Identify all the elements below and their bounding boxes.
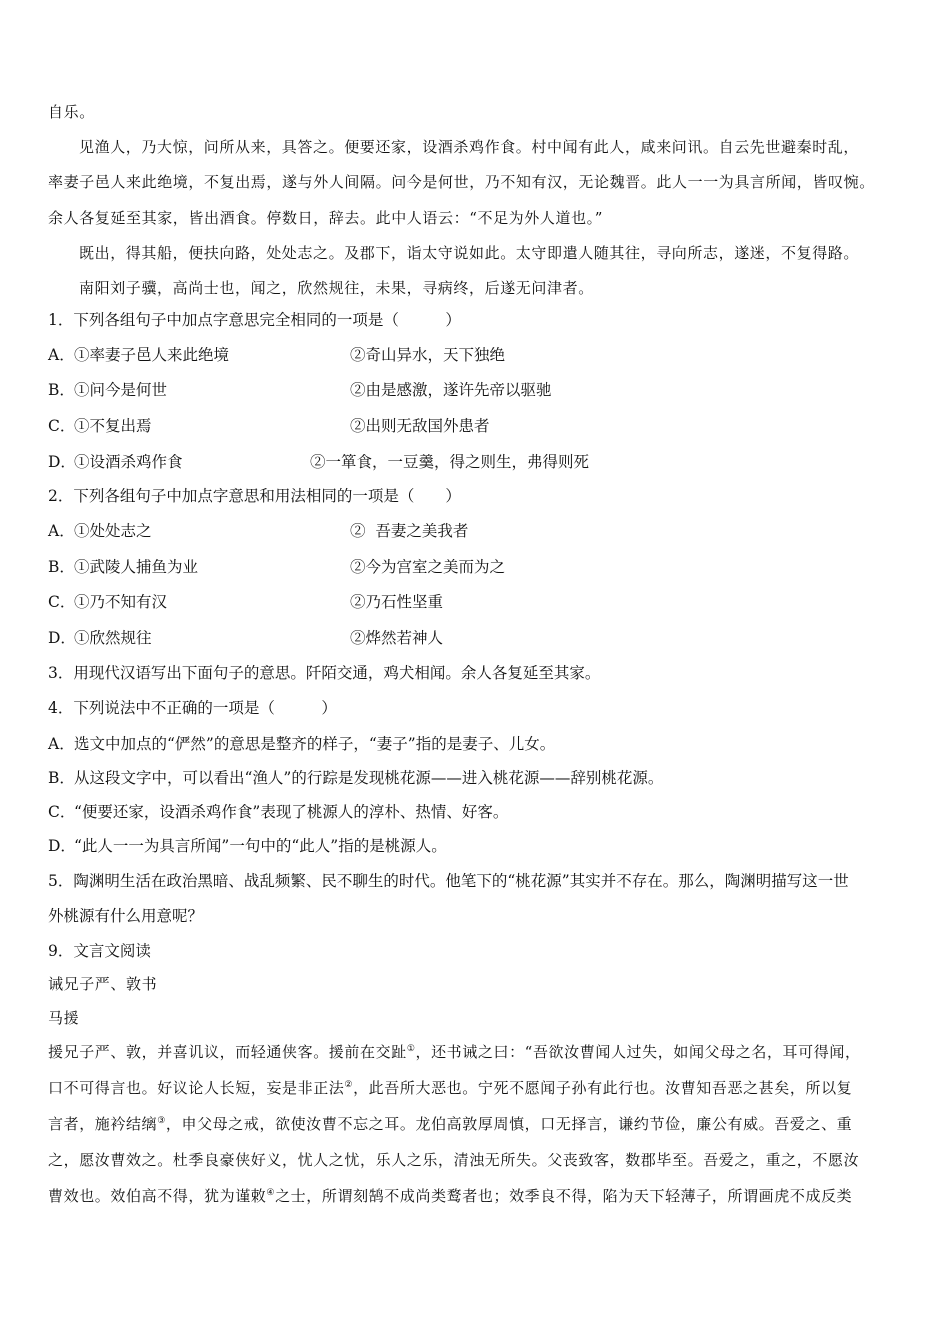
passage-line: 余人各复延至其家，皆出酒食。停数日，辞去。此中人语云：“不足为外人道也。” (48, 209, 604, 227)
option-letter: D． (48, 453, 76, 471)
text-run: 援兄子严、敦，并喜讥议，而轻通侠客。援前在交趾 (48, 1043, 407, 1061)
option-letter: D． (48, 629, 76, 647)
passage-line: 自乐。 (48, 103, 95, 121)
question-5-line: 外桃源有什么用意呢？ (48, 907, 204, 925)
option-part-2: ②由是感激，遂许先帝以驱驰 (350, 381, 552, 399)
option-letter: A． (48, 522, 75, 540)
question-4-stem: 4．下列说法中不正确的一项是（ ） (48, 699, 337, 717)
option-text: 从这段文字中，可以看出“渔人”的行踪是发现桃花源——进入桃花源——辞别桃花源。 (74, 769, 664, 787)
option-part-1: ①乃不知有汉 (74, 593, 168, 611)
option-letter: A． (48, 735, 75, 753)
option-text: “便要还家，设酒杀鸡作食”表现了桃源人的淳朴、热情、好客。 (74, 803, 509, 821)
article-line: 之，愿汝曹效之。杜季良豪侠好义，忧人之忧，乐人之乐，清浊无所失。父丧致客，数郡毕至。吾爱之，重之，不愿汝 (48, 1151, 860, 1169)
text-run: 口不可得言也。好议论人长短，妄是非正法 (48, 1079, 345, 1097)
option-part-2: ②奇山异水，天下独绝 (350, 346, 506, 364)
option-part-2: ②一箪食，一豆羹，得之则生，弗得则死 (310, 453, 590, 471)
text-run: ，此吾所大恶也。宁死不愿闻子孙有此行也。汝曹知吾恶之甚矣，所以复 (353, 1079, 853, 1097)
passage-line: 南阳刘子骥，高尚士也，闻之，欣然规往，未果，寻病终，后遂无问津者。 (79, 279, 594, 297)
option-part-2: ②今为宫室之美而为之 (350, 558, 506, 576)
option-part-1: ①处处志之 (74, 522, 152, 540)
option-letter: B． (48, 381, 75, 399)
section-heading: 9．文言文阅读 (48, 942, 151, 960)
article-line (48, 1042, 861, 1062)
question-3-stem: 3．用现代汉语写出下面句子的意思。阡陌交通，鸡犬相闻。余人各复延至其家。 (48, 664, 601, 682)
text-run: 言者，施衿结缡 (48, 1115, 158, 1133)
option-part-1: ①欣然规往 (74, 629, 152, 647)
text-run: ，还书诫之曰：“吾欲汝曹闻人过失，如闻父母之名，耳可得闻， (415, 1043, 861, 1061)
footnote-marker: ② (344, 1080, 354, 1090)
question-5-line: 5．陶渊明生活在政治黑暗、战乱频繁、民不聊生的时代。他笔下的“桃花源”其实并不存在。那么，陶渊明描写这一世 (48, 872, 849, 890)
footnote-marker: ③ (157, 1116, 166, 1126)
text-run: 之士，所谓刻鹄不成尚类鹜者也；效季良不得，陷为天下轻薄子，所谓画虎不成反类 (275, 1187, 853, 1205)
footnote-marker: ① (406, 1044, 416, 1054)
article-line (48, 1114, 852, 1134)
option-part-2: ②乃石性坚重 (350, 593, 444, 611)
passage-line: 率妻子邑人来此绝境，不复出焉，遂与外人间隔。问今是何世，乃不知有汉，无论魏晋。此人一一为具言所闻，皆叹惋。 (48, 173, 875, 191)
footnote-marker: ④ (266, 1188, 276, 1198)
option-letter: A． (48, 346, 75, 364)
passage-line: 见渔人，乃大惊，问所从来，具答之。便要还家，设酒杀鸡作食。村中闻有此人，咸来问讯。自云先世避秦时乱， (79, 138, 860, 156)
option-part-2: ② 吾妻之美我者 (350, 522, 469, 540)
option-letter: D． (48, 837, 76, 855)
option-text: “此人一一为具言所闻”一句中的“此人”指的是桃源人。 (74, 837, 447, 855)
option-text: 选文中加点的“俨然”的意思是整齐的样子，“妻子”指的是妻子、儿女。 (74, 735, 556, 753)
article-author: 马援 (48, 1009, 80, 1027)
text-run: ，申父母之戒，欲使汝曹不忘之耳。龙伯高敦厚周慎，口无择言，谦约节俭，廉公有威。吾爱之、重 (165, 1115, 853, 1133)
option-part-1: ①武陵人捕鱼为业 (74, 558, 199, 576)
option-part-1: ①不复出焉 (74, 417, 152, 435)
article-line (48, 1078, 852, 1098)
option-part-1: ①问今是何世 (74, 381, 168, 399)
article-title: 诫兄子严、敦书 (48, 975, 158, 993)
option-part-2: ②烨然若神人 (350, 629, 444, 647)
passage-line: 既出，得其船，便扶向路，处处志之。及郡下，诣太守说如此。太守即遣人随其往，寻向所志，遂迷，不复得路。 (79, 244, 860, 262)
option-letter: C． (48, 417, 76, 435)
option-letter: B． (48, 769, 75, 787)
option-part-1: ①设酒杀鸡作食 (74, 453, 183, 471)
question-1-stem: 1．下列各组句子中加点字意思完全相同的一项是（ ） (48, 311, 461, 329)
option-letter: C． (48, 593, 76, 611)
option-letter: B． (48, 558, 75, 576)
option-part-1: ①率妻子邑人来此绝境 (74, 346, 230, 364)
question-2-stem: 2．下列各组句子中加点字意思和用法相同的一项是（ ） (48, 487, 461, 505)
text-run: 曹效也。效伯高不得，犹为谨敕 (48, 1187, 267, 1205)
article-line (48, 1186, 852, 1206)
option-letter: C． (48, 803, 76, 821)
option-part-2: ②出则无敌国外患者 (350, 417, 490, 435)
